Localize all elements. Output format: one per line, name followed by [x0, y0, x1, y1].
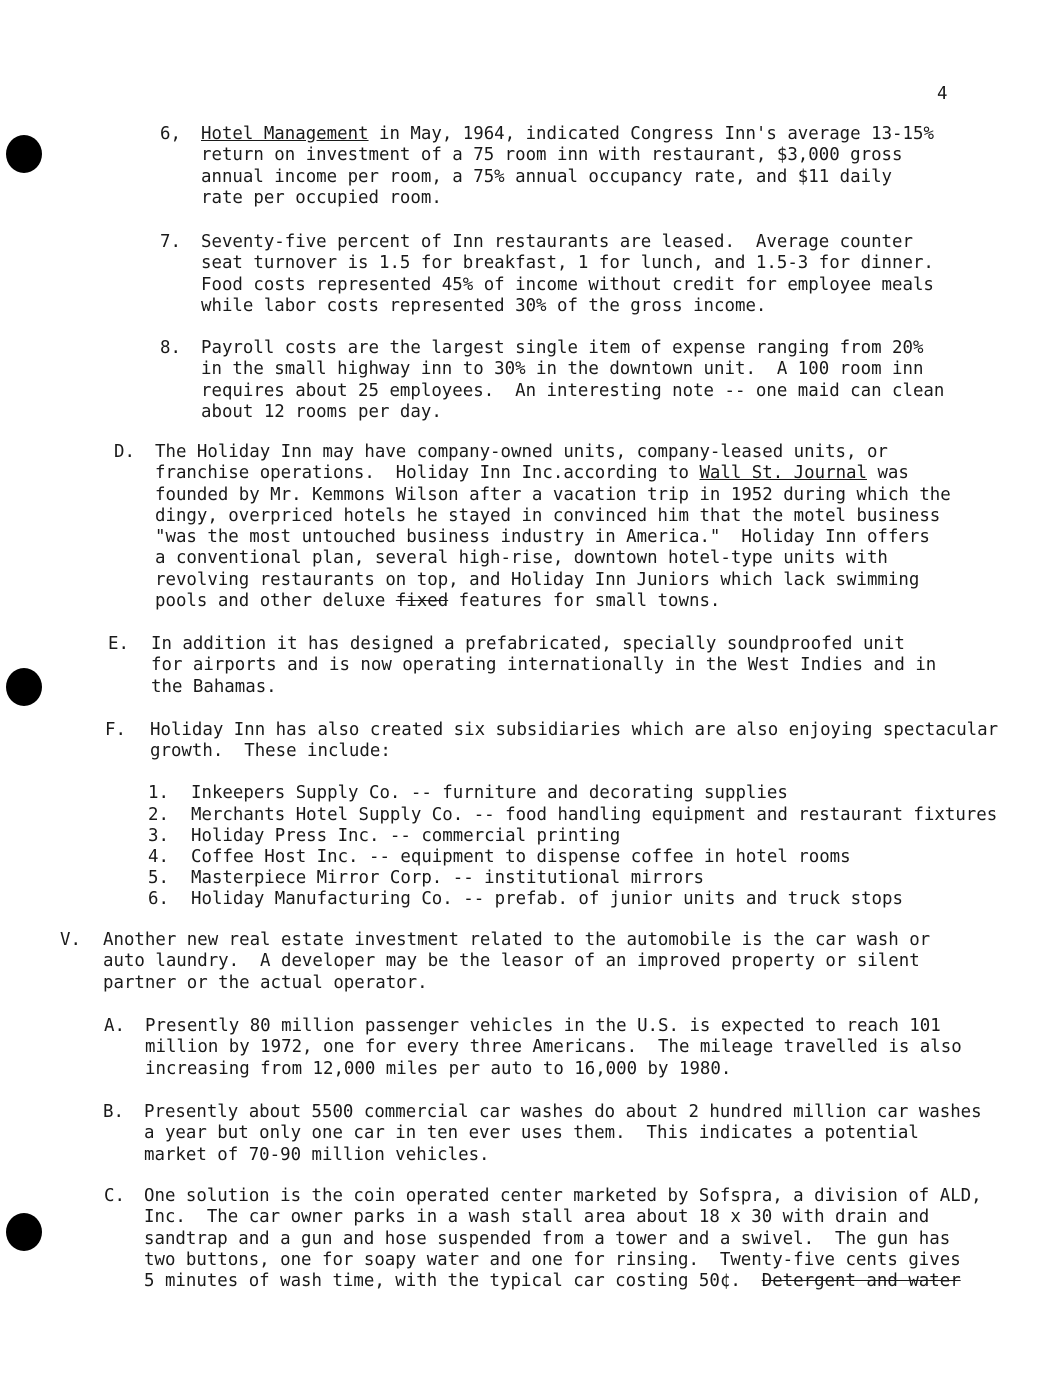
- item-marker: 4.: [148, 847, 169, 867]
- text-line: [201, 296, 934, 317]
- text-line: [201, 338, 944, 359]
- text-run: "was the most untouched business industry in America." Holiday Inn offers: [155, 527, 930, 548]
- text-run: was: [866, 463, 909, 484]
- item-marker: C.: [104, 1186, 125, 1206]
- item-marker: 2.: [148, 805, 169, 825]
- text-run: Holiday Inn has also created six subsidiaries which are also enjoying spectacular: [150, 720, 999, 740]
- text-line: [201, 359, 944, 380]
- text-line: [191, 783, 788, 804]
- underlined-text: Wall St. Journal: [699, 463, 867, 484]
- text-run: increasing from 12,000 miles per auto to 16,000 by 1980.: [145, 1058, 732, 1079]
- item-marker: V.: [60, 930, 81, 950]
- item-marker: 8.: [160, 338, 181, 358]
- item-marker: 6,: [160, 124, 181, 144]
- text-run: rate per occupied room.: [201, 187, 442, 208]
- text-run: the Bahamas.: [151, 676, 277, 697]
- item-text: [144, 1102, 982, 1166]
- item-text: [155, 442, 951, 612]
- text-run: growth. These include:: [150, 741, 391, 762]
- text-run: requires about 25 employees. An interesting note -- one maid can clean: [201, 380, 945, 401]
- text-line: [201, 381, 944, 402]
- text-line: [144, 1250, 982, 1271]
- text-run: annual income per room, a 75% annual occupancy rate, and $11 daily: [201, 166, 893, 187]
- text-run: in May, 1964, indicated Congress Inn's average 13-15%: [368, 124, 934, 144]
- item-marker: 6.: [148, 889, 169, 909]
- item-text: [191, 826, 620, 847]
- text-line: [191, 868, 704, 889]
- struck-text: Detergent and water: [761, 1271, 961, 1292]
- text-line: [103, 973, 930, 994]
- text-line: [201, 232, 934, 253]
- item-marker: 5.: [148, 868, 169, 888]
- text-run: seat turnover is 1.5 for breakfast, 1 for lunch, and 1.5-3 for dinner.: [201, 253, 934, 274]
- page-number: 4: [937, 84, 948, 104]
- item-marker: B.: [103, 1102, 124, 1122]
- text-line: [150, 741, 998, 762]
- text-line: [201, 253, 934, 274]
- text-run: sandtrap and a gun and hose suspended from a tower and a swivel. The gun has: [144, 1228, 951, 1249]
- text-run: partner or the actual operator.: [103, 972, 428, 993]
- text-run: Presently 80 million passenger vehicles in the U.S. is expected to reach 101: [145, 1016, 941, 1036]
- text-run: return on investment of a 75 room inn with restaurant, $3,000 gross: [201, 145, 903, 166]
- text-run: pools and other deluxe: [155, 591, 396, 612]
- text-run: dingy, overpriced hotels he stayed in convinced him that the motel business: [155, 505, 941, 526]
- text-line: [151, 634, 936, 655]
- item-text: [191, 847, 851, 868]
- text-run: One solution is the coin operated center marketed by Sofspra, a division of ALD,: [144, 1186, 982, 1206]
- text-run: Merchants Hotel Supply Co. -- food handling equipment and restaurant fixtures: [191, 805, 998, 825]
- text-run: The Holiday Inn may have company-owned units, company-leased units, or: [155, 442, 888, 462]
- text-line: [144, 1207, 982, 1228]
- text-run: Masterpiece Mirror Corp. -- institutional mirrors: [191, 868, 705, 888]
- text-line: [155, 591, 951, 612]
- text-run: million by 1972, one for every three Americans. The mileage travelled is also: [145, 1037, 962, 1058]
- item-text: [201, 338, 944, 423]
- text-line: [145, 1059, 962, 1080]
- text-run: a year but only one car in ten ever uses them. This indicates a potential: [144, 1123, 919, 1144]
- text-line: [155, 548, 951, 569]
- item-text: [191, 889, 903, 910]
- text-run: Inkeepers Supply Co. -- furniture and decorating supplies: [191, 783, 788, 803]
- text-run: founded by Mr. Kemmons Wilson after a vacation trip in 1952 during which the: [155, 484, 951, 505]
- text-line: [103, 930, 930, 951]
- text-run: Coffee Host Inc. -- equipment to dispense coffee in hotel rooms: [191, 847, 851, 867]
- text-line: [144, 1229, 982, 1250]
- item-marker: F.: [105, 720, 126, 740]
- text-line: [155, 463, 951, 484]
- text-line: [191, 805, 997, 826]
- punch-hole: [6, 1213, 42, 1251]
- text-run: Holiday Manufacturing Co. -- prefab. of junior units and truck stops: [191, 889, 903, 909]
- text-line: [103, 951, 930, 972]
- text-line: [155, 527, 951, 548]
- item-text: [144, 1186, 982, 1292]
- item-text: [191, 783, 788, 804]
- text-line: [201, 167, 934, 188]
- text-line: [155, 506, 951, 527]
- text-run: Food costs represented 45% of income without credit for employee meals: [201, 274, 934, 295]
- text-line: [155, 442, 951, 463]
- text-line: [144, 1271, 982, 1292]
- text-run: two buttons, one for soapy water and one for rinsing. Twenty-five cents gives: [144, 1249, 961, 1270]
- text-line: [144, 1102, 982, 1123]
- text-line: [191, 847, 851, 868]
- text-run: in the small highway inn to 30% in the downtown unit. A 100 room inn: [201, 359, 924, 380]
- text-run: Holiday Press Inc. -- commercial printing: [191, 826, 621, 846]
- item-marker: A.: [104, 1016, 125, 1036]
- item-marker: E.: [108, 634, 129, 654]
- text-run: Presently about 5500 commercial car washes do about 2 hundred million car washes: [144, 1102, 982, 1122]
- text-run: Another new real estate investment related to the automobile is the car wash or: [103, 930, 931, 950]
- item-text: [103, 930, 930, 994]
- item-text: [201, 232, 934, 317]
- text-line: [191, 889, 903, 910]
- item-marker: D.: [114, 442, 135, 462]
- text-run: 5 minutes of wash time, with the typical car costing 50¢.: [144, 1271, 762, 1292]
- text-run: revolving restaurants on top, and Holiday Inn Juniors which lack swimming: [155, 569, 920, 590]
- text-run: about 12 rooms per day.: [201, 401, 442, 422]
- text-run: for airports and is now operating internationally in the West Indies and in: [151, 655, 937, 676]
- text-line: [150, 720, 998, 741]
- text-line: [144, 1145, 982, 1166]
- item-text: [201, 124, 934, 209]
- text-line: [201, 188, 934, 209]
- text-run: features for small towns.: [448, 591, 721, 612]
- text-run: market of 70-90 million vehicles.: [144, 1144, 490, 1165]
- text-run: a conventional plan, several high-rise, downtown hotel-type units with: [155, 548, 888, 569]
- text-run: Payroll costs are the largest single item of expense ranging from 20%: [201, 338, 924, 358]
- text-line: [191, 826, 620, 847]
- underlined-text: Hotel Management: [201, 124, 369, 144]
- punch-hole: [6, 668, 42, 706]
- text-run: In addition it has designed a prefabricated, specially soundproofed unit: [151, 634, 905, 654]
- item-text: [150, 720, 998, 763]
- item-marker: 7.: [160, 232, 181, 252]
- text-line: [144, 1123, 982, 1144]
- item-text: [191, 805, 997, 826]
- item-text: [145, 1016, 962, 1080]
- text-line: [151, 655, 936, 676]
- text-run: franchise operations. Holiday Inn Inc.according to: [155, 463, 700, 484]
- text-line: [145, 1037, 962, 1058]
- item-marker: 3.: [148, 826, 169, 846]
- text-run: Inc. The car owner parks in a wash stall area about 18 x 30 with drain and: [144, 1207, 930, 1228]
- item-marker: 1.: [148, 783, 169, 803]
- text-run: auto laundry. A developer may be the leasor of an improved property or silent: [103, 951, 920, 972]
- text-line: [201, 124, 934, 145]
- text-line: [201, 275, 934, 296]
- text-line: [145, 1016, 962, 1037]
- text-run: while labor costs represented 30% of the gross income.: [201, 295, 767, 316]
- text-line: [155, 570, 951, 591]
- text-line: [201, 402, 944, 423]
- punch-hole: [6, 135, 42, 173]
- item-text: [191, 868, 704, 889]
- text-line: [151, 677, 936, 698]
- text-line: [144, 1186, 982, 1207]
- struck-text: fixed: [395, 591, 449, 612]
- text-line: [155, 485, 951, 506]
- text-line: [201, 145, 934, 166]
- text-run: Seventy-five percent of Inn restaurants are leased. Average counter: [201, 232, 913, 252]
- item-text: [151, 634, 936, 698]
